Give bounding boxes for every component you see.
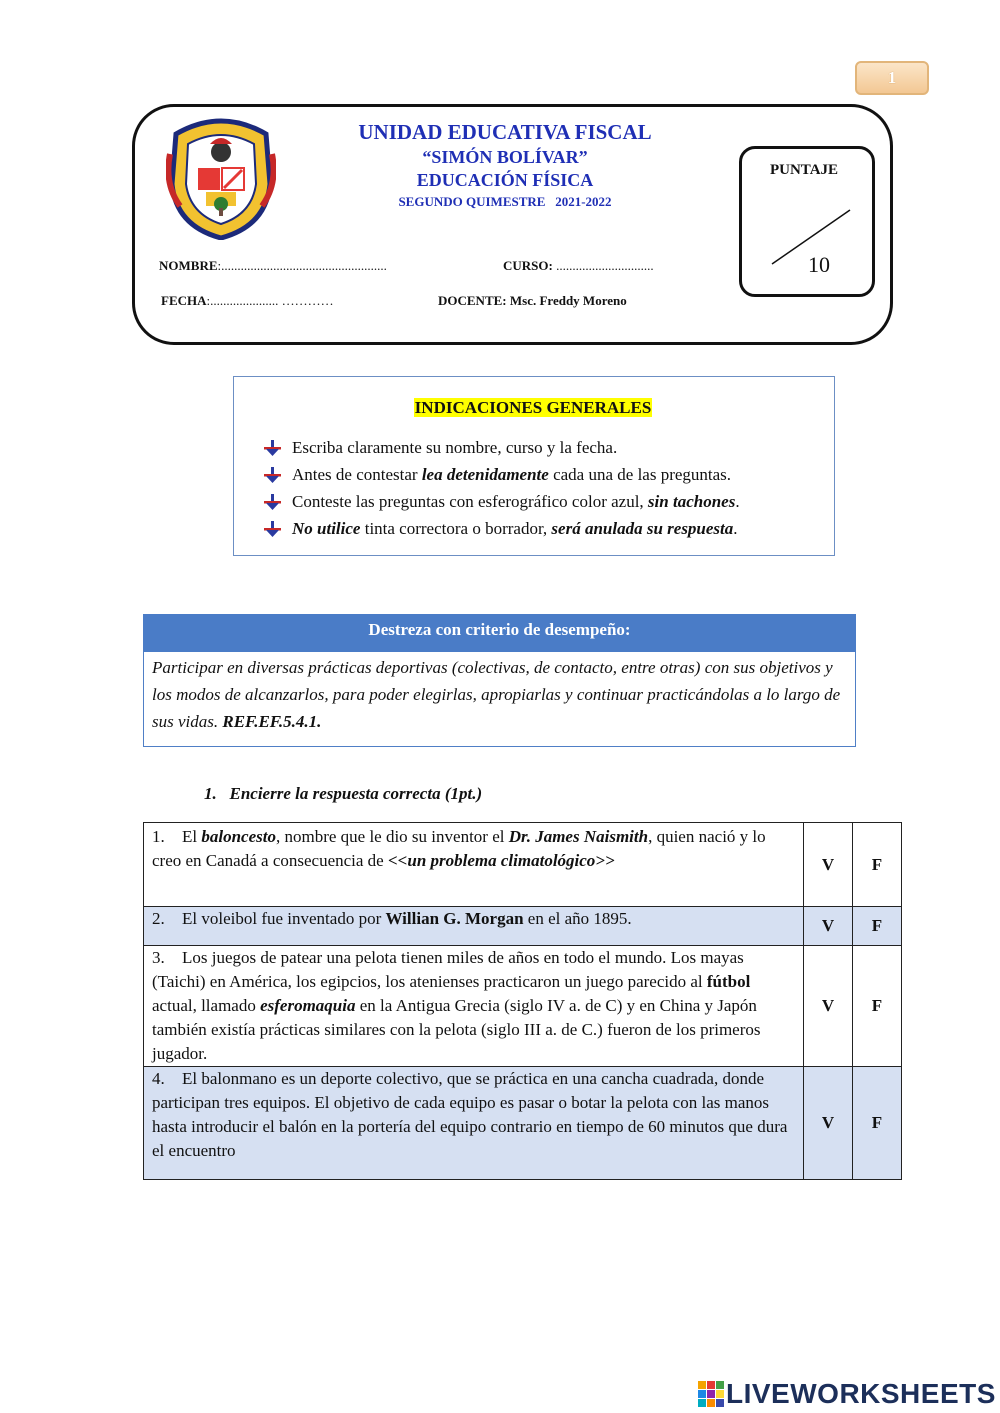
instructions-title: INDICACIONES GENERALES (414, 398, 652, 417)
liveworksheets-logo (698, 1378, 996, 1410)
false-option[interactable]: F (853, 907, 902, 946)
skill-text: Participar en diversas prácticas deportivas (colectivas, de contacto, entre otras) con sus objetivos y los modos de alcanzarlos, para poder elegirlas, apropiarlas y continuar practicándolas a lo largo de sus vidas. REF.EF.5.4.1. (152, 658, 841, 731)
question-text: 3. Los juegos de patear una pelota tienen miles de años en todo el mundo. Los mayas (Taichi) en América, los egipcios, los atenienses practicaron un juego parecido al fútbol actual, llamado esferomaquia en la Antigua Grecia (siglo IV a. de C) y en China y Japón también existía prácticas similares con la pelota (siglo III a. de C.) fueron de los primeros jugador. (144, 946, 804, 1067)
course-label: CURSO: (503, 258, 553, 273)
name-field[interactable] (159, 258, 387, 274)
subject-title: EDUCACIÓN FÍSICA (416, 170, 594, 190)
question-text: 4. El balonmano es un deporte colectivo, que se práctica en una cancha cuadrada, donde participan tres equipos. El objetivo de cada equipo es pasar o botar la pelota con las manos hasta introducir el balón en la portería del equipo contrario en tiempo de 60 minutos que dura el encuentro (144, 1067, 804, 1180)
false-option[interactable]: F (853, 1067, 902, 1180)
page-number-badge: 1 (855, 61, 929, 95)
arrow-bullet-icon (262, 493, 282, 511)
question-title: 1. Encierre la respuesta correcta (1pt.) (204, 784, 483, 803)
question-row (144, 946, 902, 1067)
liveworksheets-brand-text: LIVEWORKSHEETS (726, 1378, 996, 1409)
question-row (144, 907, 902, 946)
arrow-bullet-icon (262, 520, 282, 538)
school-crest-icon (166, 114, 276, 240)
school-name: UNIDAD EDUCATIVA FISCAL (358, 120, 652, 144)
instruction-item: Escriba claramente su nombre, curso y la fecha. (262, 434, 740, 461)
score-max: 10 (808, 252, 830, 277)
name-dots: :................................................... (217, 258, 387, 273)
date-field[interactable] (161, 293, 334, 309)
instructions-list (262, 434, 740, 542)
question-row (144, 823, 902, 907)
instruction-item: Conteste las preguntas con esferográfico color azul, sin tachones. (262, 488, 740, 515)
true-option[interactable]: V (804, 946, 853, 1067)
arrow-bullet-icon (262, 466, 282, 484)
true-option[interactable]: V (804, 907, 853, 946)
true-option[interactable]: V (804, 823, 853, 907)
name-label: NOMBRE (159, 258, 218, 273)
true-option[interactable]: V (804, 1067, 853, 1180)
question-text: 2. El voleibol fue inventado por Willian G. Morgan en el año 1895. (144, 907, 804, 946)
question-table (143, 822, 902, 1180)
instruction-item: Antes de contestar lea detenidamente cada una de las preguntas. (262, 461, 740, 488)
liveworksheets-logo-icon (698, 1381, 724, 1407)
period-label: SEGUNDO QUIMESTRE 2021-2022 (398, 194, 612, 209)
arrow-bullet-icon (262, 439, 282, 457)
false-option[interactable]: F (853, 823, 902, 907)
instruction-item: No utilice tinta correctora o borrador, será anulada su respuesta. (262, 515, 740, 542)
question-text: 1. El baloncesto, nombre que le dio su inventor el Dr. James Naismith, quien nació y lo creo en Canadá a consecuencia de <<un problema climatológico>> (144, 823, 804, 907)
date-label: FECHA (161, 293, 207, 308)
score-label: PUNTAJE (769, 162, 839, 178)
question-row (144, 1067, 902, 1180)
course-dots: .............................. (552, 258, 654, 273)
false-option[interactable]: F (853, 946, 902, 1067)
date-dots: :..................... ………… (206, 293, 334, 308)
teacher-label: DOCENTE: Msc. Freddy Moreno (438, 293, 627, 308)
skill-reference: REF.EF.5.4.1. (222, 712, 322, 731)
skill-heading: Destreza con criterio de desempeño: (143, 614, 856, 652)
school-subname: “SIMÓN BOLÍVAR” (422, 147, 588, 167)
course-field[interactable] (503, 258, 654, 274)
